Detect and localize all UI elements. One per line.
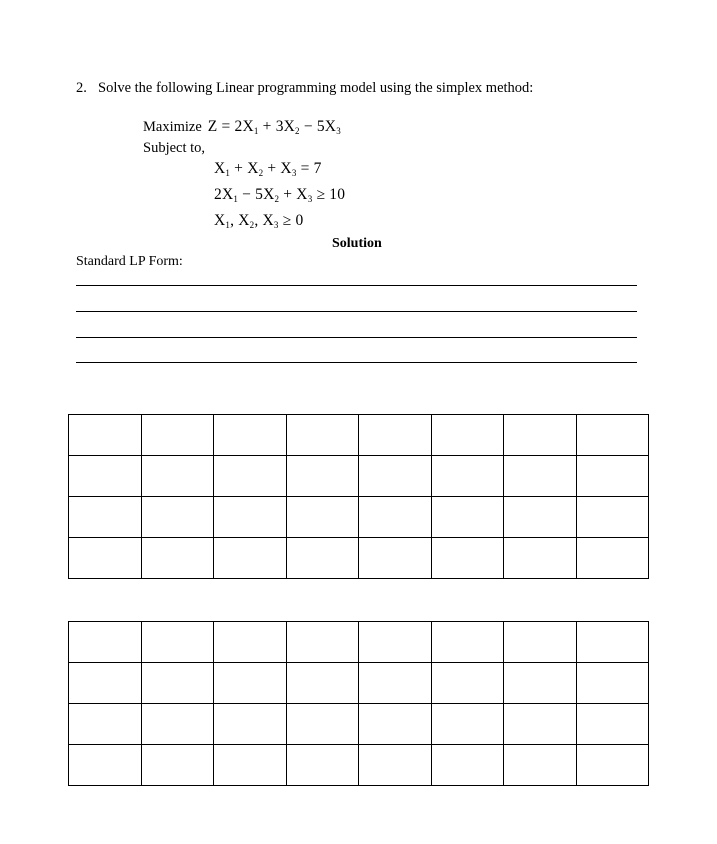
table-cell — [214, 622, 287, 663]
table-cell — [214, 538, 287, 579]
table-cell — [431, 456, 504, 497]
table-cell — [141, 538, 214, 579]
answer-line — [76, 311, 637, 312]
answer-line — [76, 337, 637, 338]
table-row — [69, 456, 649, 497]
table-cell — [431, 497, 504, 538]
table-cell — [141, 497, 214, 538]
table-cell — [431, 415, 504, 456]
table-cell — [69, 663, 142, 704]
table-cell — [504, 622, 577, 663]
table-cell — [359, 497, 432, 538]
question-prompt: Solve the following Linear programming model using the simplex method: — [98, 80, 534, 96]
table-cell — [286, 745, 359, 786]
table-cell — [576, 415, 649, 456]
table-cell — [431, 663, 504, 704]
table-cell — [286, 538, 359, 579]
table-row — [69, 497, 649, 538]
table-cell — [576, 622, 649, 663]
table-cell — [359, 456, 432, 497]
table-cell — [504, 704, 577, 745]
table-cell — [214, 704, 287, 745]
table-cell — [286, 704, 359, 745]
nonnegativity-constraint: $X_1$, $X_2$, $X_3 \ge 0$ — [214, 212, 304, 230]
table-cell — [69, 415, 142, 456]
table-row — [69, 622, 649, 663]
table-cell — [214, 663, 287, 704]
table-cell — [504, 415, 577, 456]
constraint-2: $2X_1 - 5X_2 + X_3 \ge 10$ — [214, 186, 346, 204]
table-cell — [504, 497, 577, 538]
table-cell — [504, 745, 577, 786]
answer-line — [76, 362, 637, 363]
table-cell — [141, 456, 214, 497]
table-cell — [286, 456, 359, 497]
table-cell — [576, 538, 649, 579]
table-cell — [576, 497, 649, 538]
table-cell — [69, 538, 142, 579]
standard-form-label: Standard LP Form: — [76, 254, 183, 269]
table-cell — [576, 745, 649, 786]
table-cell — [431, 622, 504, 663]
table-cell — [141, 704, 214, 745]
table-cell — [576, 456, 649, 497]
answer-line — [76, 285, 637, 286]
table-cell — [286, 622, 359, 663]
simplex-table-1 — [68, 414, 649, 579]
table-cell — [359, 663, 432, 704]
table-cell — [359, 745, 432, 786]
constraint-1: $X_1 + X_2 + X_3 = 7$ — [214, 160, 322, 178]
table-cell — [504, 663, 577, 704]
subject-to-label: Subject to, — [143, 140, 206, 156]
table-cell — [69, 745, 142, 786]
table-cell — [576, 663, 649, 704]
table-cell — [69, 622, 142, 663]
table-cell — [69, 704, 142, 745]
table-cell — [69, 456, 142, 497]
table-cell — [359, 538, 432, 579]
table-cell — [141, 663, 214, 704]
objective-equation: $Z = 2X_1 + 3X_2 - 5X_3$ — [207, 118, 341, 136]
table-cell — [359, 622, 432, 663]
table-cell — [504, 538, 577, 579]
maximize-label: Maximize — [143, 119, 202, 135]
table-cell — [576, 704, 649, 745]
table-row — [69, 415, 649, 456]
solution-heading: Solution — [332, 236, 382, 251]
table-cell — [141, 745, 214, 786]
table-row — [69, 704, 649, 745]
table-cell — [431, 538, 504, 579]
question-text — [76, 80, 533, 97]
question-number: 2. — [76, 80, 87, 96]
table-cell — [214, 456, 287, 497]
table-cell — [504, 456, 577, 497]
table-cell — [431, 704, 504, 745]
table-cell — [431, 745, 504, 786]
table-cell — [359, 415, 432, 456]
table-cell — [214, 415, 287, 456]
table-cell — [359, 704, 432, 745]
table-row — [69, 663, 649, 704]
objective-function — [143, 118, 341, 136]
table-cell — [141, 622, 214, 663]
table-row — [69, 745, 649, 786]
table-cell — [286, 663, 359, 704]
table-cell — [286, 497, 359, 538]
table-cell — [214, 497, 287, 538]
table-cell — [141, 415, 214, 456]
simplex-table-2 — [68, 621, 649, 786]
table-cell — [214, 745, 287, 786]
table-cell — [286, 415, 359, 456]
table-row — [69, 538, 649, 579]
table-cell — [69, 497, 142, 538]
